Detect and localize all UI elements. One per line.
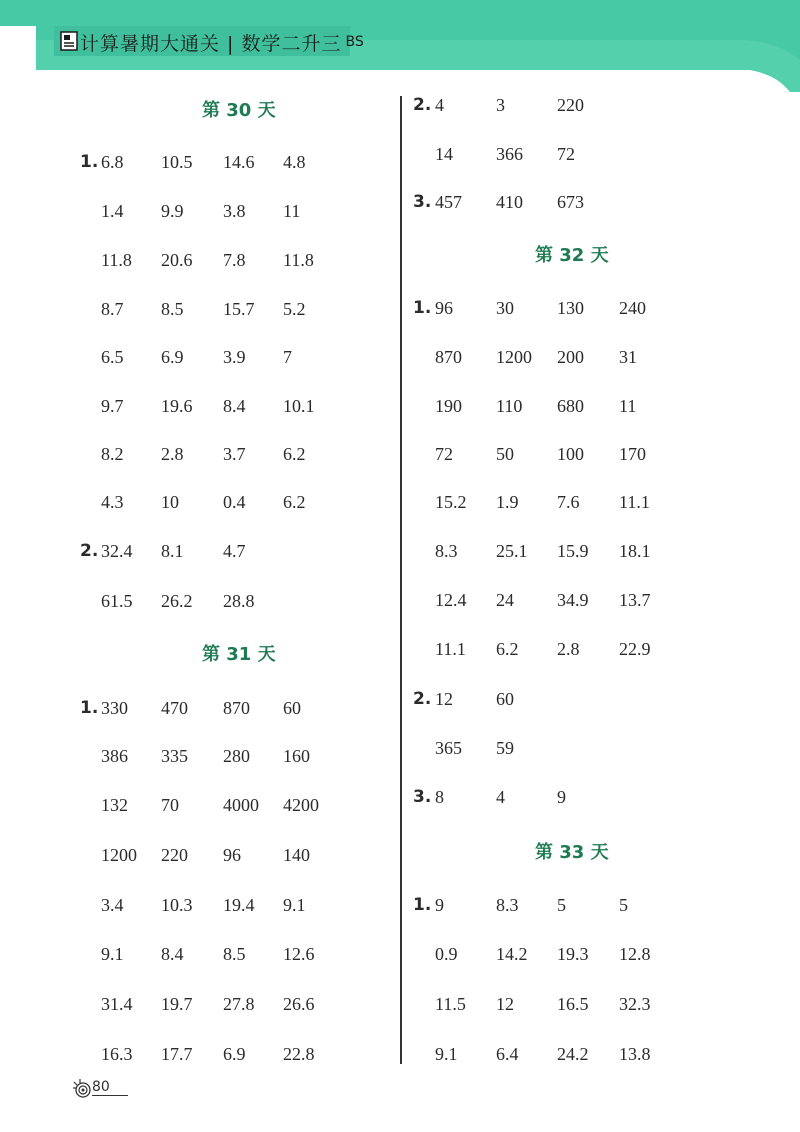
answer-value: 9.7 [101, 396, 124, 416]
answer-value: 8.5 [223, 944, 246, 964]
answer-row [80, 442, 400, 466]
answer-row [80, 992, 400, 1016]
answer-value: 9.9 [161, 201, 184, 221]
answer-value: 18.1 [619, 541, 651, 561]
answer-value: 8.7 [101, 299, 124, 319]
answer-value: 0.9 [435, 944, 458, 964]
answer-value: 680 [557, 396, 584, 416]
answer-value: 160 [283, 746, 310, 766]
answer-value: 190 [435, 396, 462, 416]
answer-value: 26.2 [161, 591, 193, 611]
answer-value: 7.8 [223, 250, 246, 270]
answer-row [80, 1042, 400, 1066]
answer-row [413, 442, 733, 466]
answer-value: 1.4 [101, 201, 124, 221]
answer-value: 32.3 [619, 994, 651, 1014]
question-number: 1. [413, 298, 432, 318]
answer-value: 14.6 [223, 152, 255, 172]
answer-value: 24 [496, 590, 514, 610]
answer-row [413, 893, 733, 917]
answer-value: 14.2 [496, 944, 528, 964]
answer-value: 3.9 [223, 347, 246, 367]
answer-value: 11 [619, 396, 637, 416]
answer-row [413, 142, 733, 166]
answer-value: 4200 [283, 795, 319, 815]
answer-value: 8.4 [161, 944, 184, 964]
answer-value: 870 [223, 698, 250, 718]
answer-value: 10 [161, 492, 179, 512]
answer-value: 11.8 [283, 250, 314, 270]
answer-row [80, 589, 400, 613]
answer-value: 0.4 [223, 492, 246, 512]
book-title [80, 30, 364, 54]
answer-value: 7 [283, 347, 292, 367]
answer-value: 15.9 [557, 541, 589, 561]
answer-row [80, 744, 400, 768]
day-32-title: 第 32 天 [535, 245, 609, 266]
answer-value: 6.8 [101, 152, 124, 172]
answer-row [80, 490, 400, 514]
answer-value: 870 [435, 347, 462, 367]
answer-value: 365 [435, 738, 462, 758]
answer-value: 220 [557, 95, 584, 115]
answer-value: 6.2 [283, 492, 306, 512]
answer-value: 20.6 [161, 250, 193, 270]
answer-value: 11.8 [101, 250, 132, 270]
answer-value: 335 [161, 746, 188, 766]
answer-value: 220 [161, 845, 188, 865]
answer-row [413, 785, 733, 809]
answer-value: 6.9 [223, 1044, 246, 1064]
answer-value: 61.5 [101, 591, 133, 611]
day-33-title: 第 33 天 [535, 842, 609, 863]
answer-value: 6.2 [496, 639, 519, 659]
answer-row [80, 345, 400, 369]
question-number: 1. [80, 698, 99, 718]
answer-value: 8.1 [161, 541, 184, 561]
answer-value: 11.1 [619, 492, 650, 512]
answer-value: 50 [496, 444, 514, 464]
question-number: 3. [413, 787, 432, 807]
answer-row [80, 696, 400, 720]
answer-value: 32.4 [101, 541, 133, 561]
answer-value: 240 [619, 298, 646, 318]
answer-value: 6.5 [101, 347, 124, 367]
answer-value: 5 [557, 895, 566, 915]
answer-value: 4000 [223, 795, 259, 815]
book-edition: BS [345, 34, 364, 50]
answer-value: 4.8 [283, 152, 306, 172]
answer-value: 24.2 [557, 1044, 589, 1064]
answer-value: 4 [435, 95, 444, 115]
answer-value: 11.1 [435, 639, 466, 659]
answer-value: 200 [557, 347, 584, 367]
answer-value: 410 [496, 192, 523, 212]
page-number: 80 [92, 1079, 128, 1096]
answer-row [413, 296, 733, 320]
answer-value: 386 [101, 746, 128, 766]
answer-value: 25.1 [496, 541, 528, 561]
answer-value: 9 [435, 895, 444, 915]
answer-value: 470 [161, 698, 188, 718]
answer-value: 5 [619, 895, 628, 915]
answer-value: 4.3 [101, 492, 124, 512]
answer-row [80, 843, 400, 867]
answer-value: 31 [619, 347, 637, 367]
answer-value: 22.9 [619, 639, 651, 659]
answer-value: 9.1 [101, 944, 124, 964]
answer-row [413, 942, 733, 966]
answer-value: 72 [557, 144, 575, 164]
answer-value: 9 [557, 787, 566, 807]
answer-value: 8.5 [161, 299, 184, 319]
answer-value: 13.7 [619, 590, 651, 610]
answer-value: 1.9 [496, 492, 519, 512]
answer-value: 60 [283, 698, 301, 718]
answer-value: 34.9 [557, 590, 589, 610]
answer-value: 16.5 [557, 994, 589, 1014]
answer-value: 28.8 [223, 591, 255, 611]
answer-row [80, 539, 400, 563]
answer-value: 6.2 [283, 444, 306, 464]
answer-value: 4 [496, 787, 505, 807]
answer-row [413, 992, 733, 1016]
question-number: 1. [413, 895, 432, 915]
answer-value: 673 [557, 192, 584, 212]
answer-value: 3.7 [223, 444, 246, 464]
question-number: 1. [80, 152, 99, 172]
answer-value: 10.1 [283, 396, 315, 416]
answer-value: 12.6 [283, 944, 315, 964]
answer-value: 15.2 [435, 492, 467, 512]
answer-value: 9.1 [435, 1044, 458, 1064]
answer-value: 9.1 [283, 895, 306, 915]
answer-value: 1200 [496, 347, 532, 367]
answer-value: 17.7 [161, 1044, 193, 1064]
answer-value: 457 [435, 192, 462, 212]
answer-value: 72 [435, 444, 453, 464]
answer-value: 170 [619, 444, 646, 464]
answer-row [80, 793, 400, 817]
answer-row [413, 394, 733, 418]
snail-icon [72, 1078, 92, 1100]
answer-value: 8.4 [223, 396, 246, 416]
answer-value: 22.8 [283, 1044, 315, 1064]
answer-row [80, 150, 400, 174]
answer-row [413, 93, 733, 117]
answer-value: 330 [101, 698, 128, 718]
answer-value: 19.6 [161, 396, 193, 416]
answer-value: 19.3 [557, 944, 589, 964]
answer-value: 3.4 [101, 895, 124, 915]
answer-value: 8.2 [101, 444, 124, 464]
answer-row [80, 394, 400, 418]
answer-value: 4.7 [223, 541, 246, 561]
answer-value: 27.8 [223, 994, 255, 1014]
answer-value: 14 [435, 144, 453, 164]
answer-value: 31.4 [101, 994, 133, 1014]
header-banner [0, 0, 800, 92]
answer-row [80, 297, 400, 321]
day-30-title: 第 30 天 [202, 100, 276, 121]
answer-value: 16.3 [101, 1044, 133, 1064]
question-number: 3. [413, 192, 432, 212]
answer-row [413, 345, 733, 369]
answer-row [80, 942, 400, 966]
answer-value: 8.3 [435, 541, 458, 561]
question-number: 2. [413, 95, 432, 115]
answer-row [413, 539, 733, 563]
answer-value: 110 [496, 396, 523, 416]
answer-row [413, 687, 733, 711]
answer-row [413, 190, 733, 214]
answer-value: 59 [496, 738, 514, 758]
answer-value: 12.8 [619, 944, 651, 964]
answer-value: 3.8 [223, 201, 246, 221]
answer-value: 5.2 [283, 299, 306, 319]
answer-row [413, 588, 733, 612]
answer-value: 15.7 [223, 299, 255, 319]
answer-value: 132 [101, 795, 128, 815]
answer-row [413, 637, 733, 661]
answer-value: 2.8 [557, 639, 580, 659]
answer-value: 2.8 [161, 444, 184, 464]
answer-value: 140 [283, 845, 310, 865]
answer-value: 13.8 [619, 1044, 651, 1064]
answer-value: 12.4 [435, 590, 467, 610]
question-number: 2. [413, 689, 432, 709]
answer-value: 19.7 [161, 994, 193, 1014]
answer-value: 60 [496, 689, 514, 709]
answer-row [80, 248, 400, 272]
answer-value: 26.6 [283, 994, 315, 1014]
answer-value: 10.3 [161, 895, 193, 915]
answer-row [413, 1042, 733, 1066]
answer-value: 7.6 [557, 492, 580, 512]
answer-value: 6.9 [161, 347, 184, 367]
answer-value: 8.3 [496, 895, 519, 915]
column-divider [400, 96, 402, 1064]
answer-value: 96 [223, 845, 241, 865]
answer-value: 8 [435, 787, 444, 807]
answer-row [80, 893, 400, 917]
answer-value: 96 [435, 298, 453, 318]
answer-value: 130 [557, 298, 584, 318]
book-icon [60, 31, 78, 51]
book-title-text: 计算暑期大通关 | 数学二升三 [80, 32, 342, 55]
answer-value: 19.4 [223, 895, 255, 915]
answer-value: 280 [223, 746, 250, 766]
answer-value: 11.5 [435, 994, 466, 1014]
answer-row [413, 736, 733, 760]
answer-row [413, 490, 733, 514]
day-31-title: 第 31 天 [202, 644, 276, 665]
answer-value: 30 [496, 298, 514, 318]
answer-value: 3 [496, 95, 505, 115]
answer-value: 100 [557, 444, 584, 464]
answer-value: 10.5 [161, 152, 193, 172]
answer-value: 12 [496, 994, 514, 1014]
answer-value: 1200 [101, 845, 137, 865]
answer-value: 11 [283, 201, 301, 221]
answer-value: 12 [435, 689, 453, 709]
answer-value: 366 [496, 144, 523, 164]
question-number: 2. [80, 541, 99, 561]
answer-value: 6.4 [496, 1044, 519, 1064]
answer-row [80, 199, 400, 223]
answer-value: 70 [161, 795, 179, 815]
